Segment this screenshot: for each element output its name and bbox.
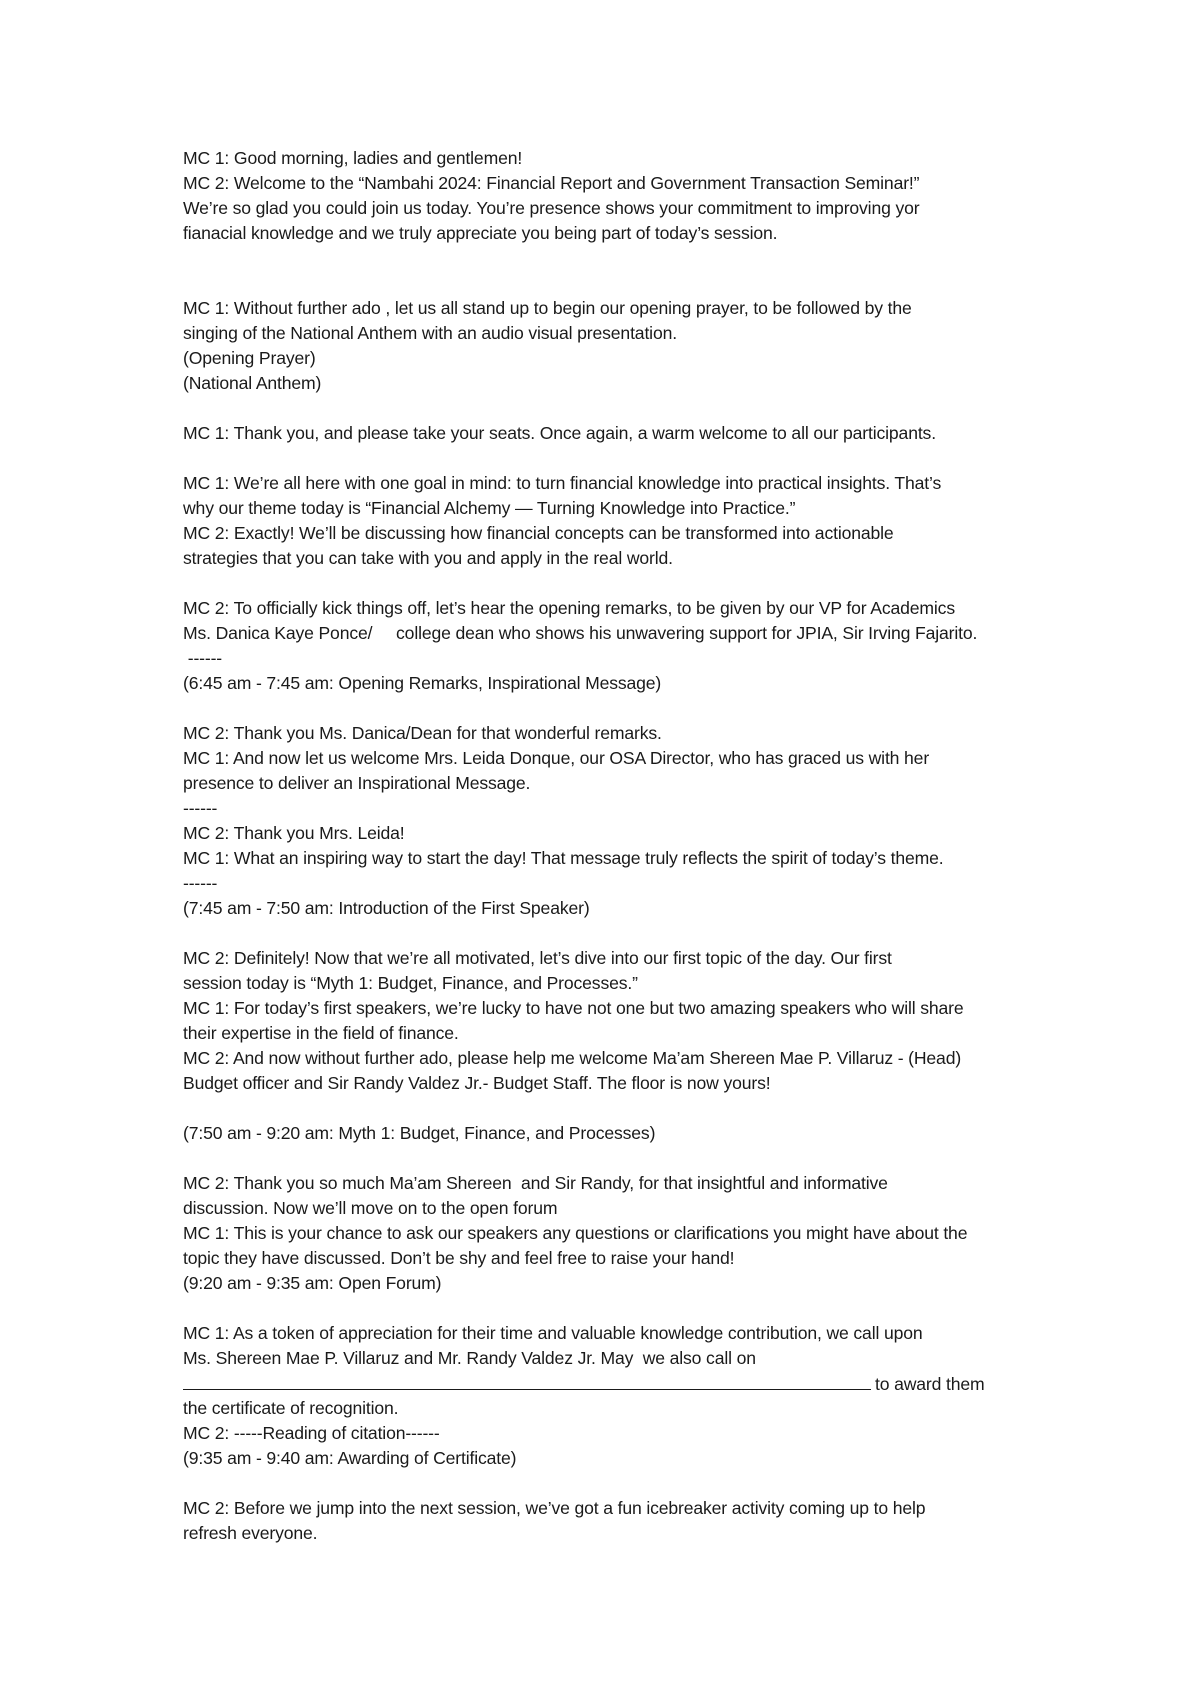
script-line: MC 2: Exactly! We’ll be discussing how financial concepts can be transformed into actionable [183, 523, 894, 543]
paragraph-spacer [183, 921, 1083, 946]
paragraph-spacer [183, 1296, 1083, 1321]
paragraph-spacer [183, 1471, 1083, 1496]
script-line: MC 2: Thank you so much Ma’am Shereen and Sir Randy, for that insightful and informative [183, 1173, 888, 1193]
paragraph-spacer [183, 396, 1083, 421]
schedule-line: (9:20 am - 9:35 am: Open Forum) [183, 1273, 442, 1293]
script-line: (National Anthem) [183, 373, 322, 393]
script-line: MC 2: Definitely! Now that we’re all motivated, let’s dive into our first topic of the day. Our first [183, 948, 892, 968]
script-line: singing of the National Anthem with an audio visual presentation. [183, 323, 677, 343]
script-line: MC 2: And now without further ado, please help me welcome Ma’am Shereen Mae P. Villaruz - (Head) [183, 1048, 962, 1068]
script-line: ------ [183, 873, 218, 893]
script-line: their expertise in the field of finance. [183, 1023, 459, 1043]
script-line: MC 1: Good morning, ladies and gentlemen! [183, 148, 523, 168]
script-line: ------ [183, 798, 218, 818]
script-line: MC 2: Thank you Mrs. Leida! [183, 823, 405, 843]
script-line: MC 1: This is your chance to ask our speakers any questions or clarifications you might have about the [183, 1223, 968, 1243]
script-line: MC 1: We’re all here with one goal in mind: to turn financial knowledge into practical insights. That’s [183, 473, 942, 493]
schedule-line: (7:50 am - 9:20 am: Myth 1: Budget, Finance, and Processes) [183, 1123, 656, 1143]
script-line: why our theme today is “Financial Alchemy — Turning Knowledge into Practice.” [183, 498, 796, 518]
paragraph-spacer [183, 446, 1083, 471]
script-line: Ms. Danica Kaye Ponce/ college dean who shows his unwavering support for JPIA, Sir Irving Fajarito. [183, 623, 978, 643]
fill-in-line [183, 1371, 1083, 1396]
script-line: Ms. Shereen Mae P. Villaruz and Mr. Randy Valdez Jr. May we also call on [183, 1348, 756, 1368]
script-line: MC 1: Thank you, and please take your seats. Once again, a warm welcome to all our participants. [183, 423, 936, 443]
script-line: the certificate of recognition. [183, 1398, 399, 1418]
script-line: MC 2: -----Reading of citation------ [183, 1423, 440, 1443]
paragraph-spacer [183, 571, 1083, 596]
blank-underline [183, 1371, 871, 1390]
script-line: MC 1: What an inspiring way to start the day! That message truly reflects the spirit of today’s theme. [183, 848, 944, 868]
script-line: discussion. Now we’ll move on to the open forum [183, 1198, 558, 1218]
schedule-line: (6:45 am - 7:45 am: Opening Remarks, Inspirational Message) [183, 673, 662, 693]
schedule-line: (9:35 am - 9:40 am: Awarding of Certificate) [183, 1448, 517, 1468]
paragraph-spacer [183, 696, 1083, 721]
script-line: fianacial knowledge and we truly appreciate you being part of today’s session. [183, 223, 778, 243]
script-line: topic they have discussed. Don’t be shy and feel free to raise your hand! [183, 1248, 735, 1268]
script-line: MC 1: For today’s first speakers, we’re lucky to have not one but two amazing speakers who will share [183, 998, 964, 1018]
paragraph-spacer [183, 246, 1083, 296]
script-line: MC 1: As a token of appreciation for their time and valuable knowledge contribution, we call upon [183, 1323, 923, 1343]
paragraph-spacer [183, 1146, 1083, 1171]
script-line: MC 2: Thank you Ms. Danica/Dean for that wonderful remarks. [183, 723, 662, 743]
script-line: MC 2: To officially kick things off, let’s hear the opening remarks, to be given by our VP for Academics [183, 598, 955, 618]
script-line: (Opening Prayer) [183, 348, 316, 368]
mc-script-body [183, 146, 1083, 1546]
script-line: MC 1: And now let us welcome Mrs. Leida Donque, our OSA Director, who has graced us with her [183, 748, 930, 768]
script-line: strategies that you can take with you and apply in the real world. [183, 548, 673, 568]
paragraph-spacer [183, 1096, 1083, 1121]
script-line: session today is “Myth 1: Budget, Finance, and Processes.” [183, 973, 638, 993]
script-line: Budget officer and Sir Randy Valdez Jr.- Budget Staff. The floor is now yours! [183, 1073, 771, 1093]
script-line: MC 1: Without further ado , let us all stand up to begin our opening prayer, to be followed by the [183, 298, 912, 318]
script-line: ------ [183, 648, 222, 668]
script-line: refresh everyone. [183, 1523, 318, 1543]
script-line: presence to deliver an Inspirational Message. [183, 773, 531, 793]
script-line: MC 2: Before we jump into the next session, we’ve got a fun icebreaker activity coming up to help [183, 1498, 926, 1518]
schedule-line: (7:45 am - 7:50 am: Introduction of the First Speaker) [183, 898, 590, 918]
script-line-tail: to award them [875, 1374, 985, 1394]
script-line: MC 2: Welcome to the “Nambahi 2024: Financial Report and Government Transaction Seminar!” [183, 173, 920, 193]
script-line: We’re so glad you could join us today. You’re presence shows your commitment to improving yor [183, 198, 920, 218]
